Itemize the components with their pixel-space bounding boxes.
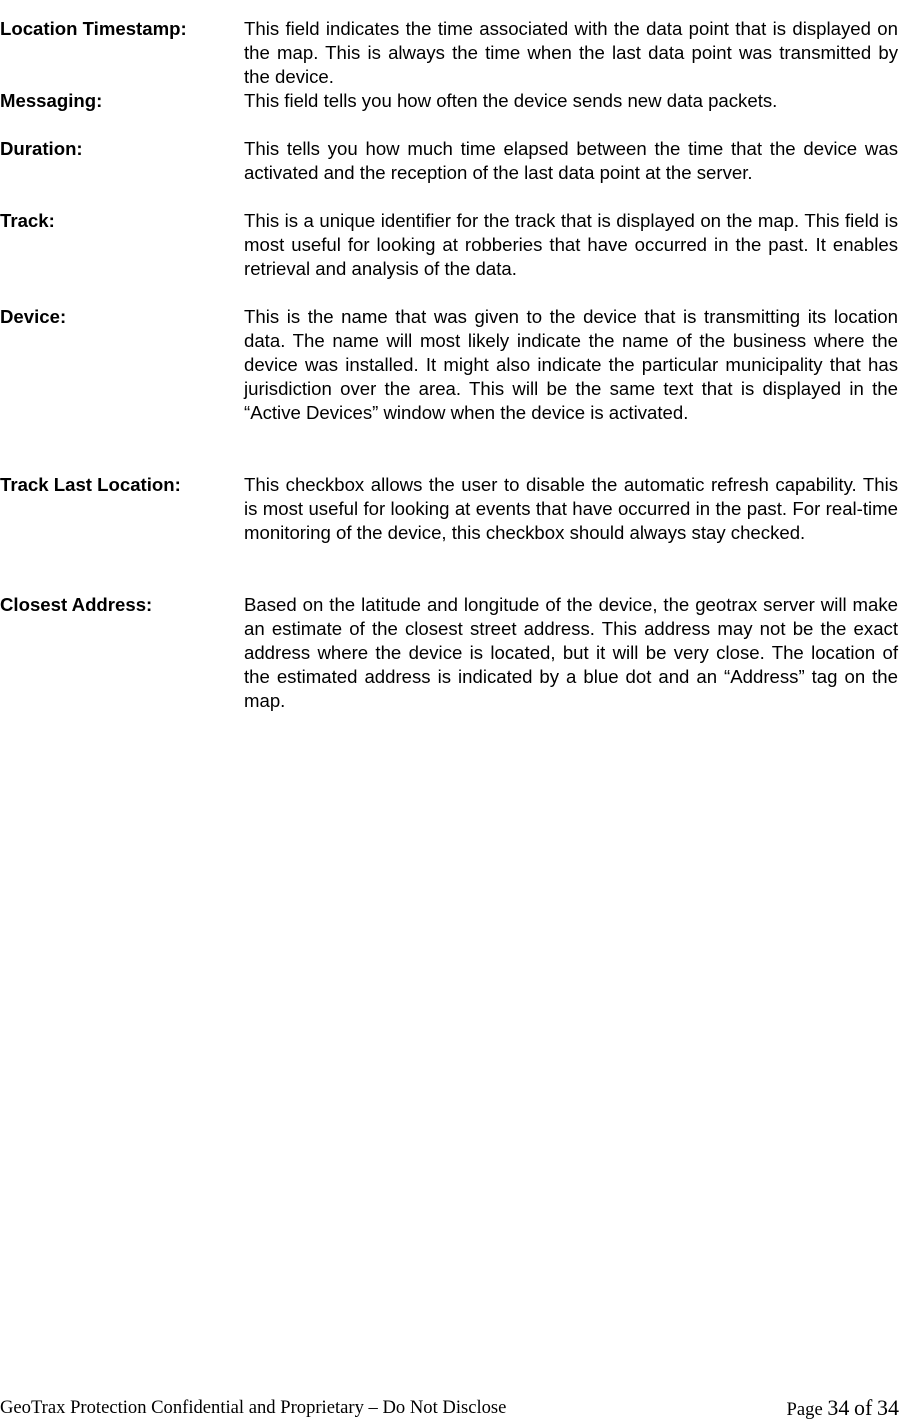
field-term: Location Timestamp: [0,18,187,39]
field-term: Track: [0,210,55,231]
field-description: This is a unique identifier for the track that is displayed on the map. This field is most useful for looking at robberies that have occurred in the past. It enables retrieval and analysis of the data. [244,210,898,279]
field-description: This field tells you how often the device sends new data packets. [244,90,778,111]
total-page-count: 34 [877,1395,899,1420]
field-term: Messaging: [0,90,103,111]
page-footer [0,1394,899,1422]
field-description: Based on the latitude and longitude of the device, the geotrax server will make an estimate of the closest street address. This address may not be the exact address where the device is located, but it will be very close. The location of the estimated address is indicated by a blue dot and an “Address” tag on the map. [244,594,898,711]
field-term: Duration: [0,138,83,159]
field-description: This is the name that was given to the device that is transmitting its location data. The name will most likely indicate the name of the business where the device was installed. It might also indicate the particular municipality that has jurisdiction over the area. This will be the same text that is displayed in the “Active Devices” window when the device is activated. [244,306,898,423]
page-of-label: of [854,1395,873,1420]
field-term: Closest Address: [0,594,153,615]
field-term: Device: [0,306,67,327]
current-page-number: 34 [827,1395,850,1420]
confidentiality-notice: GeoTrax Protection Confidential and Proprietary – Do Not Disclose [0,1397,507,1418]
field-description: This tells you how much time elapsed between the time that the device was activated and the reception of the last data point at the server. [244,138,898,183]
field-description: This field indicates the time associated with the data point that is displayed on the map. This is always the time when the last data point was transmitted by the device. [244,18,898,87]
field-description: This checkbox allows the user to disable the automatic refresh capability. This is most useful for looking at events that have occurred in the past. For real-time monitoring of the device, this checkbox should always stay checked. [244,474,898,543]
page-label: Page [786,1399,823,1420]
field-term: Track Last Location: [0,474,181,495]
